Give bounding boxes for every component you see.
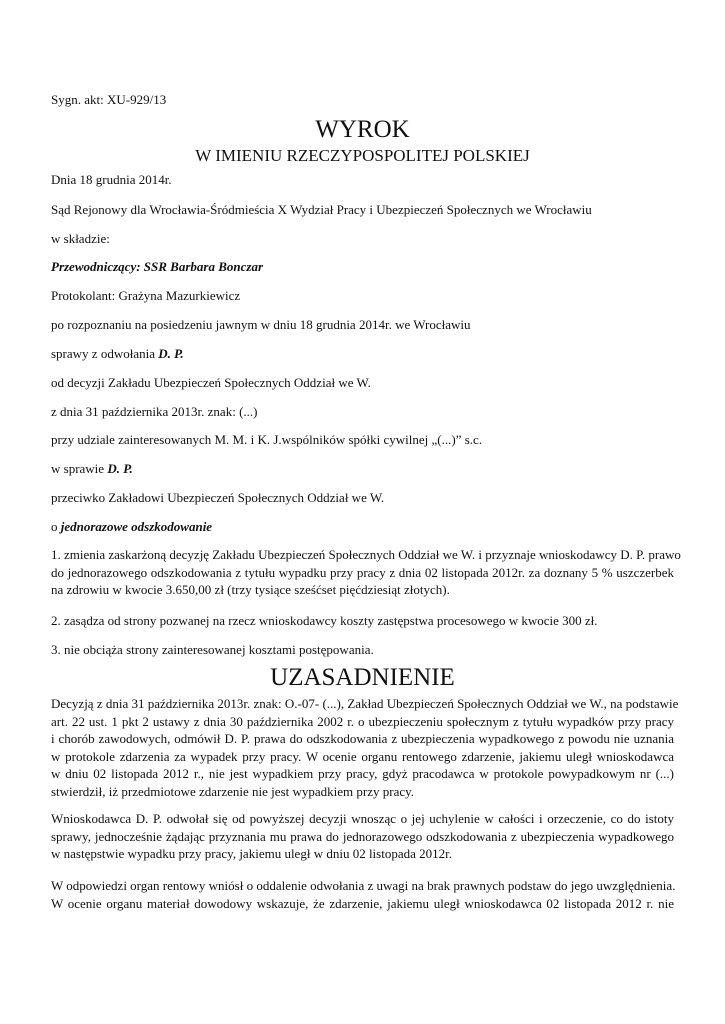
verdict-point-1 bbox=[51, 546, 681, 599]
verdict-point-line: 3. nie obciąża strony zainteresowanej kosztami postępowania. bbox=[51, 642, 374, 657]
justification-line: art. 22 ust. 1 pkt 2 ustawy z dnia 30 października 2002 r. o ubezpieczeniu społecznym z tytułu wypadków przy pracy bbox=[51, 713, 674, 729]
presiding-judge: Przewodniczący: SSR Barbara Bonczar bbox=[51, 259, 263, 274]
verdict-point-line: 2. zasądza od strony pozwanej na rzecz wnioskodawcy koszty zastępstwa procesowego w kwocie 300 zł. bbox=[51, 613, 598, 628]
justification-line: w protokole zdarzenia za wypadek przy pracy. W ocenie organu rentowego zdarzenie, jakiemu uległ wnioskodawca bbox=[51, 748, 674, 764]
justification-paragraph-2 bbox=[51, 810, 674, 863]
court-name: Sąd Rejonowy dla Wrocławia-Śródmieścia X Wydział Pracy i Ubezpieczeń Społecznych we Wrocławiu bbox=[51, 202, 592, 217]
verdict-point-line: na zdrowiu w kwocie 3.650,00 zł (trzy tysiące sześćset pięćdziesiąt złotych). bbox=[51, 582, 450, 598]
justification-line: W odpowiedzi organ rentowy wniósł o oddalenie odwołania z uwagi na brak prawnych podstaw do jego uwzględnienia. bbox=[51, 878, 676, 893]
justification-line: i chorób zawodowych, odmówił D. P. prawa do odszkodowania z ubezpieczenia wypadkowego z powodu nie uznania bbox=[51, 731, 674, 747]
justification-line: Wnioskodawca D. P. odwołał się od powyższej decyzji wnosząc o jej uchylenie w całości i orzeczenie, co do istoty bbox=[51, 811, 674, 826]
justification-line: w następstwie wypadku przy pracy, jakiemu uległ w dniu 02 listopada 2012r. bbox=[51, 846, 452, 862]
justification-line: sprawy, jednocześnie żądając przyznania mu prawa do jednorazowego odszkodowania z ubezpieczenia wypadkowego bbox=[51, 828, 674, 844]
justification-line: w dniu 02 listopada 2012 r., nie jest wypadkiem przy pracy, gdyż pracodawca w protokole powypadkowym nr (...) bbox=[51, 766, 674, 782]
subject-text: jednorazowe odszkodowanie bbox=[60, 519, 213, 534]
decision-date: z dnia 31 października 2013r. znak: (...) bbox=[51, 404, 258, 419]
case-line bbox=[51, 461, 133, 477]
participants: przy udziale zainteresowanych M. M. i K. J.wspólników spółki cywilnej „(...)” s.c. bbox=[51, 432, 483, 447]
justification-heading: UZASADNIENIE bbox=[270, 664, 455, 691]
court-clerk: Protokolant: Grażyna Mazurkiewicz bbox=[51, 288, 241, 303]
appellant-name: D. P. bbox=[158, 346, 184, 361]
justification-line: stwierdził, iż przedmiotowe zdarzenie nie jest wypadkiem przy pracy. bbox=[51, 783, 415, 799]
against-line: przeciwko Zakładowi Ubezpieczeń Społecznych Oddział we W. bbox=[51, 490, 385, 505]
justification-line: Decyzją z dnia 31 października 2013r. znak: O.-07- (...), Zakład Ubezpieczeń Społecznych Oddział we W., na podstawie bbox=[51, 696, 679, 711]
verdict-point-line: do jednorazowego odszkodowania z tytułu wypadku przy pracy z dnia 02 listopada 2012r. za doznany 5 % uszczerbek bbox=[51, 564, 674, 580]
verdict-title: WYROK bbox=[315, 116, 410, 143]
verdict-point-3 bbox=[51, 641, 674, 659]
composition-label: w składzie: bbox=[51, 231, 110, 246]
subject-line bbox=[51, 519, 212, 535]
case-number: Sygn. akt: XU-929/13 bbox=[51, 92, 167, 107]
case-party: D. P. bbox=[107, 461, 133, 476]
decision-from: od decyzji Zakładu Ubezpieczeń Społecznych Oddział we W. bbox=[51, 375, 371, 390]
case-prefix: w sprawie bbox=[51, 461, 108, 476]
justification-paragraph-3 bbox=[51, 877, 674, 912]
appeal-prefix: sprawy z odwołania bbox=[51, 346, 159, 361]
justification-paragraph-1 bbox=[51, 695, 679, 801]
verdict-point-line: 1. zmienia zaskarżoną decyzję Zakładu Ubezpieczeń Społecznych Oddział we W. i przyznaje wnioskodawcy D. P. prawo bbox=[51, 547, 681, 562]
subject-prefix: o bbox=[51, 519, 61, 534]
appeal-line bbox=[51, 346, 184, 362]
verdict-point-2 bbox=[51, 612, 674, 630]
hearing-info: po rozpoznaniu na posiedzeniu jawnym w dniu 18 grudnia 2014r. we Wrocławiu bbox=[51, 317, 471, 332]
verdict-subtitle: W IMIENIU RZECZYPOSPOLITEJ POLSKIEJ bbox=[195, 146, 530, 165]
verdict-date: Dnia 18 grudnia 2014r. bbox=[51, 172, 172, 187]
justification-line: W ocenie organu materiał dowodowy wskazuje, że zdarzenie, jakiemu uległ wnioskodawca 02 listopada 2012 r. nie bbox=[51, 895, 674, 911]
